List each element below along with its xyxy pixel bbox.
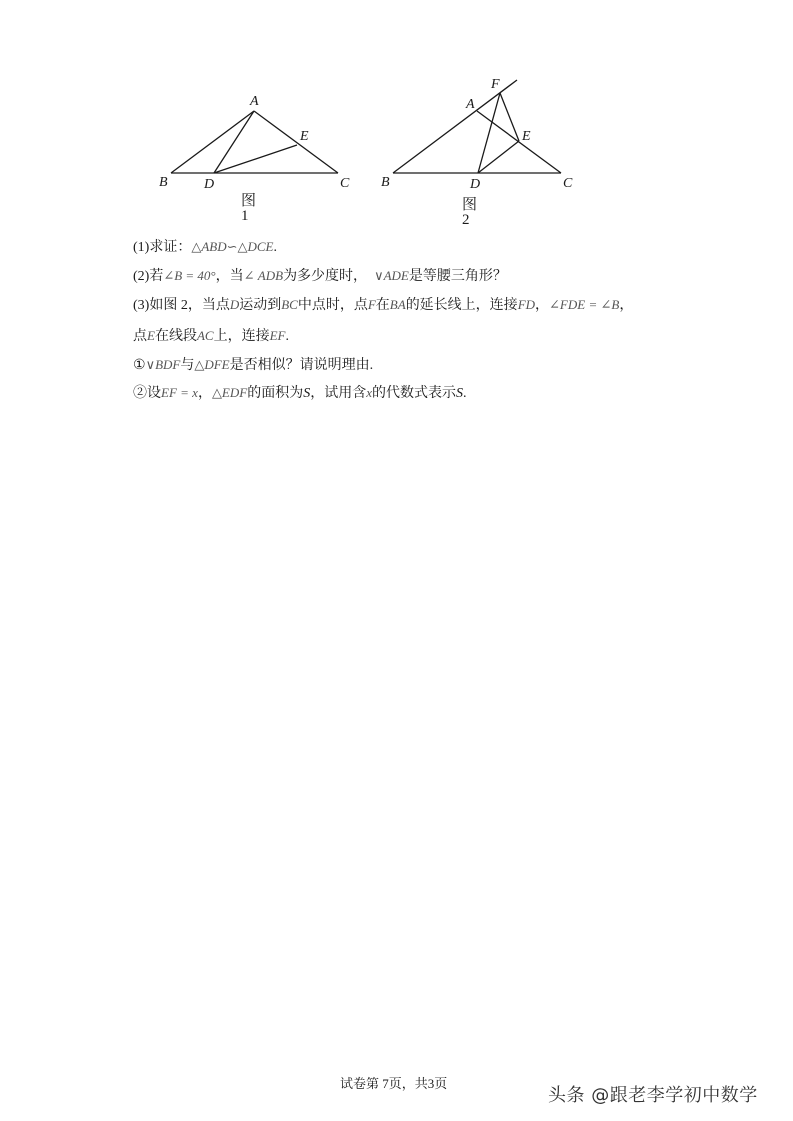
q3a-prefix: ① xyxy=(133,358,146,373)
point-label-d: D xyxy=(470,177,481,192)
q3b-text: ，试用含 xyxy=(310,386,367,401)
point-label-b: B xyxy=(159,175,168,190)
q3a-math: △DFE xyxy=(194,357,230,372)
point-label-e: E xyxy=(300,129,309,144)
question-3b xyxy=(133,384,467,403)
q3b-math: EF = x xyxy=(161,385,198,400)
q3-text: ， xyxy=(619,298,634,313)
point-label-d: D xyxy=(204,177,215,192)
q2-suffix: 是等腰三角形？ xyxy=(408,269,507,284)
q3b-text: ， xyxy=(197,386,212,401)
q1-prefix: (1)求证： xyxy=(133,240,192,255)
q3-text: 上，连接 xyxy=(213,329,270,344)
question-2 xyxy=(133,267,507,286)
q3b-var-s: S xyxy=(456,386,463,401)
q3-text: 中点时，点 xyxy=(297,298,368,313)
page-footer: 试卷第 7页，共3页 xyxy=(340,1076,448,1091)
q3b-var-s: S xyxy=(303,386,311,401)
question-3-line-2 xyxy=(133,327,289,346)
q3a-text: 与 xyxy=(180,358,195,373)
question-3a xyxy=(133,356,373,375)
q3-text: 的延长线上，连接 xyxy=(405,298,518,313)
q3b-text: . xyxy=(463,386,467,401)
point-label-c: C xyxy=(340,176,350,191)
q3-text: ， xyxy=(535,298,550,313)
question-3-line-1 xyxy=(133,296,633,315)
q3b-text: 的代数式表示 xyxy=(372,386,456,401)
q3b-math: △EDF xyxy=(211,385,248,400)
point-label-b: B xyxy=(381,175,390,190)
question-1 xyxy=(133,238,277,257)
point-label-c: C xyxy=(563,176,573,191)
q3-math: BA xyxy=(389,297,406,312)
q3-math: FD xyxy=(517,297,536,312)
q2-math-triangle-ade: ∨ADE xyxy=(374,268,409,283)
q3-math: EF xyxy=(269,328,286,343)
q3-text: 点 xyxy=(133,329,147,344)
q2-math-angle-b: ∠B = 40° xyxy=(163,268,216,283)
q3a-text: 是否相似？请说明理由. xyxy=(229,358,374,373)
point-label-e: E xyxy=(522,129,531,144)
q3-math: F xyxy=(367,297,376,312)
q3b-math: x xyxy=(366,385,372,400)
figure-1-caption: 图1 xyxy=(241,193,257,224)
q3-math: ∠FDE = ∠B xyxy=(549,297,620,312)
figure-2-caption: 图2 xyxy=(462,197,478,228)
q2-text: ，当 xyxy=(215,269,244,284)
point-label-f: F xyxy=(491,77,500,92)
q2-prefix: (2)若 xyxy=(133,269,164,284)
q3a-math: ∨BDF xyxy=(145,357,181,372)
q3-text: 在线段 xyxy=(154,329,197,344)
point-label-a: A xyxy=(250,94,259,109)
q1-math: △ABD∽△DCE xyxy=(191,239,274,254)
q2-math-angle-adb: ∠ ADB xyxy=(243,268,284,283)
triangle-diagram-2 xyxy=(0,0,793,230)
q3-text: (3)如图 2，当点 xyxy=(133,298,230,313)
q3b-prefix: ②设 xyxy=(133,386,161,401)
q3-text: 运动到 xyxy=(239,298,282,313)
q2-text: 为多少度时， xyxy=(283,269,368,284)
q3-math: E xyxy=(147,328,155,343)
watermark: 头条 @跟老李学初中数学 xyxy=(548,1085,758,1106)
q1-suffix: . xyxy=(273,240,277,255)
q3-math: D xyxy=(229,297,240,312)
q3-text: . xyxy=(285,329,289,344)
q3-math: BC xyxy=(281,297,298,312)
q3-math: AC xyxy=(196,328,214,343)
q3-text: 在 xyxy=(375,298,390,313)
point-label-a: A xyxy=(466,97,475,112)
q3b-text: 的面积为 xyxy=(247,386,304,401)
